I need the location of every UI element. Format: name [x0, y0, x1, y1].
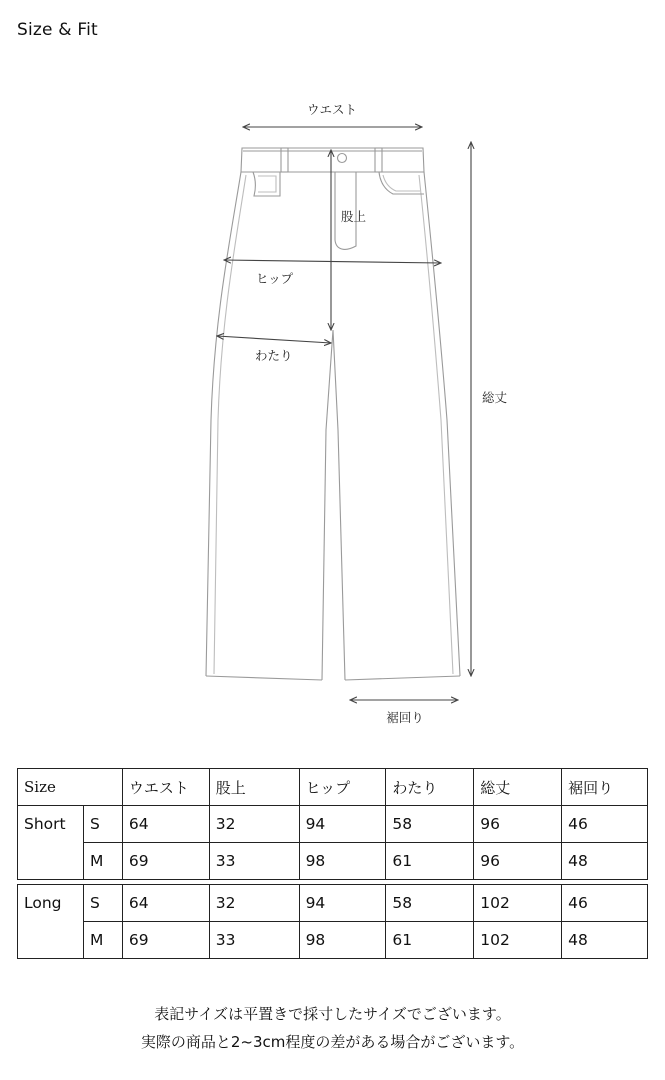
- value-cell: 64: [122, 885, 209, 922]
- table-row: [18, 843, 648, 880]
- table-header-row: [18, 769, 648, 806]
- value-cell: 46: [562, 806, 648, 843]
- table-row: [18, 806, 648, 843]
- value-cell: 96: [474, 843, 562, 880]
- table-row: [18, 885, 648, 922]
- header-rise: 股上: [209, 769, 299, 806]
- value-cell: 69: [122, 922, 209, 959]
- value-cell: 69: [122, 843, 209, 880]
- value-cell: 98: [299, 922, 386, 959]
- value-cell: 33: [209, 843, 299, 880]
- value-cell: 98: [299, 843, 386, 880]
- size-cell: S: [83, 806, 122, 843]
- waist-label: ウエスト: [306, 102, 358, 117]
- hem-label: 裾回り: [386, 710, 424, 725]
- value-cell: 61: [386, 922, 474, 959]
- header-waist: ウエスト: [122, 769, 209, 806]
- header-length: 総丈: [474, 769, 562, 806]
- group-label-short: Short: [18, 806, 84, 843]
- header-hip: ヒップ: [299, 769, 386, 806]
- size-cell: S: [83, 885, 122, 922]
- value-cell: 48: [562, 843, 648, 880]
- value-cell: 46: [562, 885, 648, 922]
- rise-label: 股上: [341, 209, 367, 224]
- value-cell: 96: [474, 806, 562, 843]
- value-cell: 102: [474, 922, 562, 959]
- thigh-label: わたり: [255, 348, 293, 363]
- value-cell: 102: [474, 885, 562, 922]
- value-cell: 33: [209, 922, 299, 959]
- value-cell: 94: [299, 806, 386, 843]
- hip-arrow: [224, 260, 441, 263]
- thigh-arrow: [217, 336, 331, 343]
- group-label-spacer: [18, 922, 84, 959]
- note-line: 表記サイズは平置きで採寸したサイズでございます。: [154, 1005, 511, 1023]
- value-cell: 58: [386, 885, 474, 922]
- value-cell: 48: [562, 922, 648, 959]
- pants-outline: [206, 148, 460, 680]
- value-cell: 61: [386, 843, 474, 880]
- length-label: 総丈: [482, 390, 508, 405]
- note-line: 実際の商品と2~3cm程度の差がある場合がございます。: [140, 1033, 525, 1051]
- group-label-spacer: [18, 843, 84, 880]
- header-hem: 裾回り: [562, 769, 648, 806]
- table-row: [18, 922, 648, 959]
- size-table: [17, 768, 648, 959]
- value-cell: 32: [209, 885, 299, 922]
- size-cell: M: [83, 922, 122, 959]
- hip-label: ヒップ: [256, 271, 294, 286]
- header-thigh: わたり: [386, 769, 474, 806]
- group-label-long: Long: [18, 885, 84, 922]
- value-cell: 94: [299, 885, 386, 922]
- measurement-notes: [0, 1000, 665, 1056]
- value-cell: 32: [209, 806, 299, 843]
- value-cell: 64: [122, 806, 209, 843]
- header-size: Size: [18, 769, 123, 806]
- value-cell: 58: [386, 806, 474, 843]
- page-title: Size & Fit: [17, 20, 98, 40]
- size-cell: M: [83, 843, 122, 880]
